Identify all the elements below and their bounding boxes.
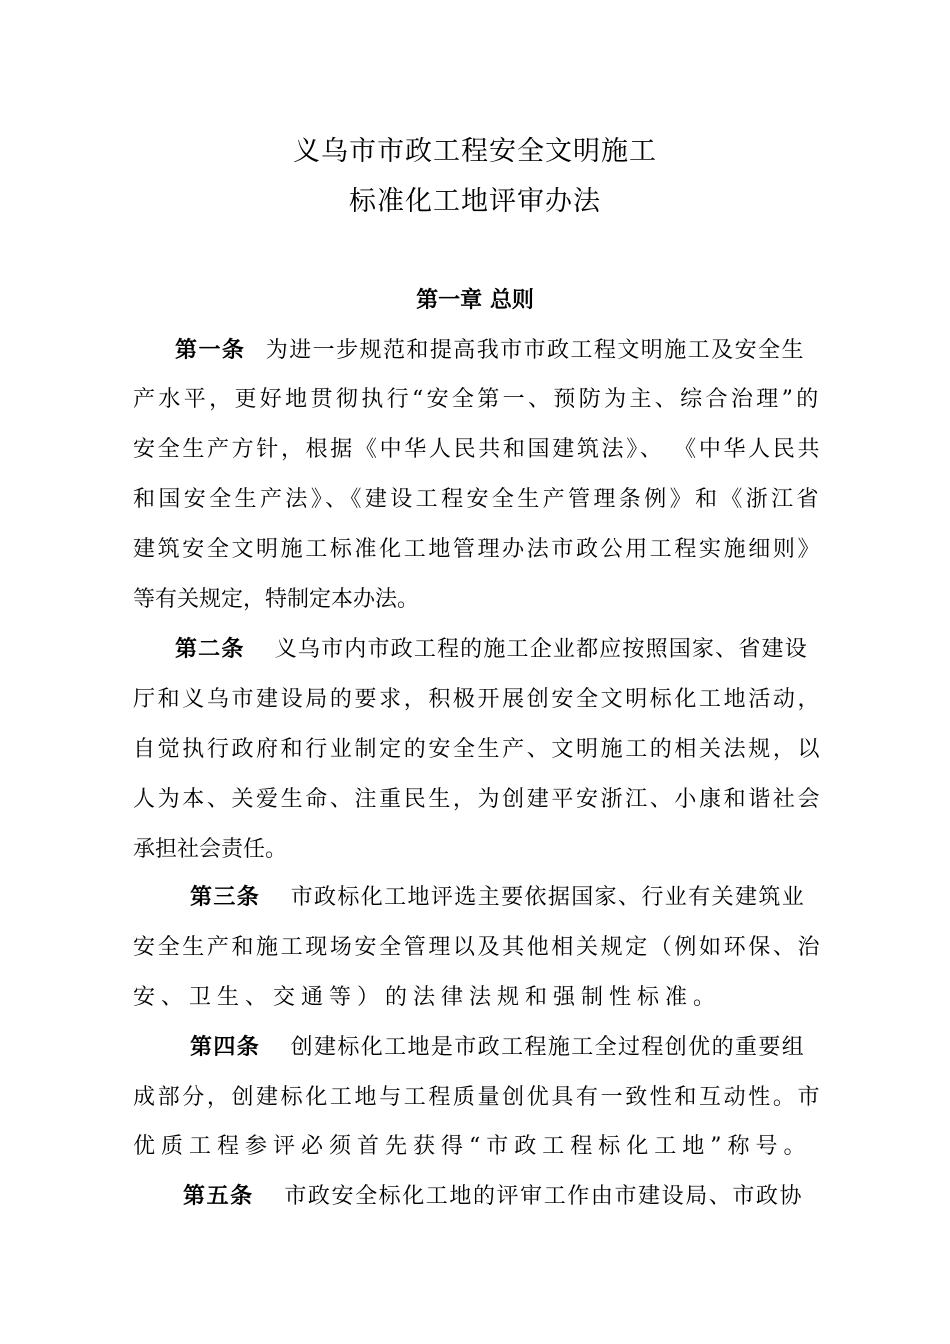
article-3-line: 安全生产和施工现场安全管理以及其他相关规定（例如环保、治	[133, 935, 823, 960]
article-4-label: 第四条	[190, 1035, 261, 1060]
document-title-line-1: 义乌市市政工程安全文明施工	[293, 136, 657, 167]
article-3-first-line	[190, 882, 805, 914]
article-3-line: 安、卫生、交通等）的法律法规和强制性标准。	[133, 985, 722, 1010]
article-2-line: 义乌市内市政工程的施工企业都应按照国家、省建设	[274, 637, 808, 662]
article-1-line: 安全生产方针，根据《中华人民共和国建筑法》、 《中华人民共	[133, 437, 823, 462]
article-2-label: 第二条	[175, 637, 245, 662]
article-2-first-line	[175, 634, 808, 666]
article-2-line: 自觉执行政府和行业制定的安全生产、文明施工的相关法规，以	[133, 737, 823, 762]
article-1-line: 等有关规定，特制定本办法。	[133, 587, 420, 612]
article-1-line: 为进一步规范和提高我市市政工程文明施工及安全生	[265, 338, 805, 363]
article-1-label: 第一条	[175, 338, 246, 363]
article-4-line: 成部分，创建标化工地与工程质量创优具有一致性和互动性。市	[133, 1085, 823, 1110]
article-2-line: 承担社会责任。	[133, 837, 288, 862]
article-4-first-line	[190, 1032, 805, 1064]
article-5-first-line	[183, 1181, 803, 1213]
chapter-heading: 第一章 总则	[416, 288, 534, 313]
article-3-line: 市政标化工地评选主要依据国家、行业有关建筑业	[290, 885, 806, 910]
article-1-line: 产水平，更好地贯彻执行“安全第一、预防为主、综合治理”的	[133, 387, 822, 412]
article-1-first-line	[175, 335, 805, 367]
article-2-line: 人为本、关爱生命、注重民生，为创建平安浙江、小康和谐社会	[133, 787, 823, 812]
article-5-label: 第五条	[183, 1184, 254, 1209]
article-4-line: 创建标化工地是市政工程施工全过程创优的重要组	[290, 1035, 806, 1060]
article-3-label: 第三条	[190, 885, 261, 910]
document-title-line-2: 标准化工地评审办法	[349, 186, 601, 217]
article-4-line: 优质工程参评必须首先获得“市政工程标化工地”称号。	[133, 1134, 812, 1159]
article-5-line: 市政安全标化工地的评审工作由市建设局、市政协	[284, 1184, 804, 1209]
article-1-line: 建筑安全文明施工标准化工地管理办法市政公用工程实施细则》	[133, 537, 823, 562]
article-2-line: 厅和义乌市建设局的要求，积极开展创安全文明标化工地活动，	[133, 687, 823, 712]
article-1-line: 和国安全生产法》、《建设工程安全生产管理条例》和《浙江省	[133, 487, 822, 512]
